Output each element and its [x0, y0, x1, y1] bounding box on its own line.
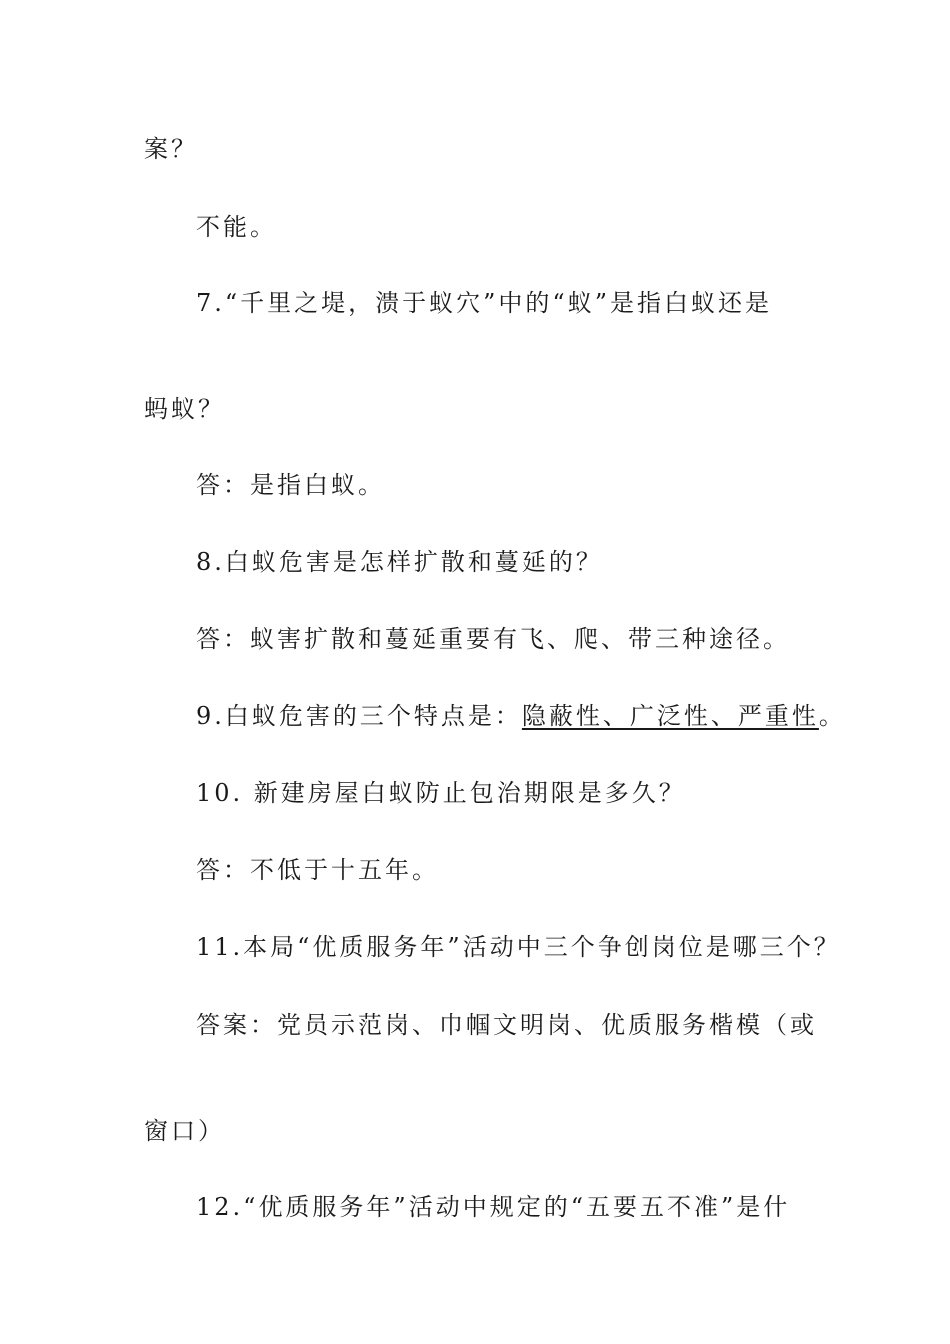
answer-8: 答：蚁害扩散和蔓延重要有飞、爬、带三种途径。	[196, 625, 790, 653]
question-9-underlined-answer: 隐蔽性、广泛性、严重性	[521, 702, 819, 730]
question-9-suffix: 。	[818, 702, 846, 730]
question-9-prefix: 9.白蚁危害的三个特点是：	[196, 702, 522, 730]
text-line: 不能。	[196, 213, 277, 241]
text-line: 案？	[144, 135, 198, 163]
question-12: 12.“优质服务年”活动中规定的“五要五不准”是什	[196, 1193, 791, 1221]
answer-11-line-2: 窗口）	[144, 1117, 225, 1145]
answer-10: 答：不低于十五年。	[196, 856, 439, 884]
question-10: 10. 新建房屋白蚁防止包治期限是多久？	[196, 779, 686, 807]
question-11: 11.本局“优质服务年”活动中三个争创岗位是哪三个？	[196, 933, 841, 961]
question-8: 8.白蚁危害是怎样扩散和蔓延的？	[196, 548, 603, 576]
question-9	[196, 700, 846, 732]
answer-11-line-1: 答案：党员示范岗、巾帼文明岗、优质服务楷模（或	[196, 1011, 817, 1039]
question-7-line-2: 蚂蚁？	[144, 395, 225, 423]
answer-7: 答：是指白蚁。	[196, 471, 385, 499]
question-7-line-1: 7.“千里之堤，溃于蚁穴”中的“蚁”是指白蚁还是	[196, 289, 772, 317]
